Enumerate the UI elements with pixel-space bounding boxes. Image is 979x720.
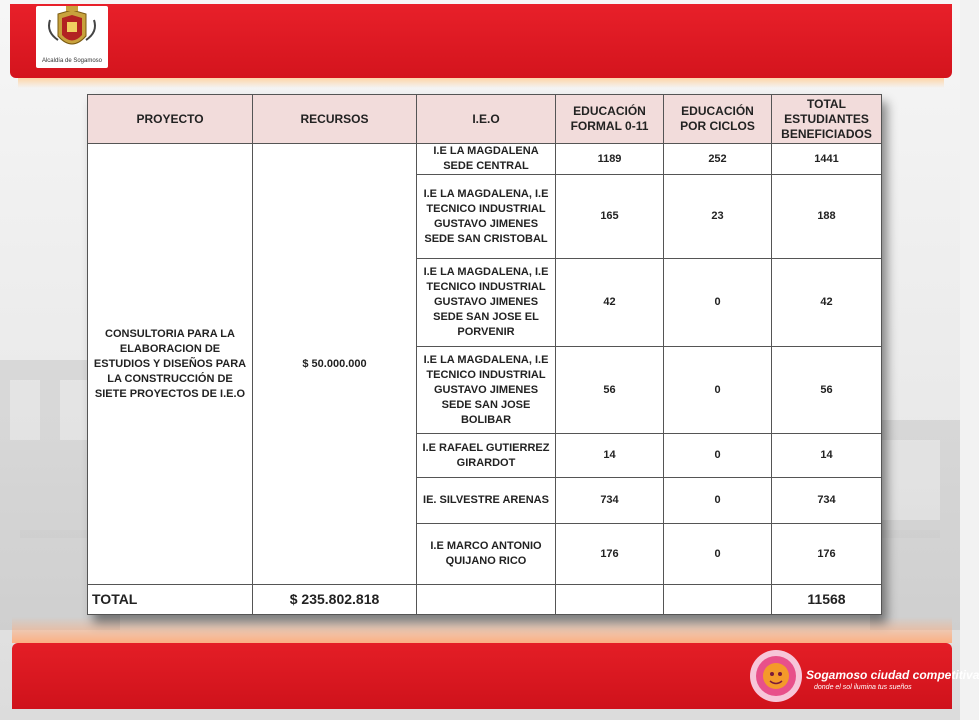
sun-face-logo-icon (748, 648, 804, 704)
formal-count: 165 (556, 175, 664, 259)
total-students: 11568 (772, 585, 882, 615)
total-empty-cell (556, 585, 664, 615)
footer-accent (12, 617, 952, 643)
total-count: 176 (772, 524, 882, 585)
header-band (10, 4, 952, 78)
ciclos-count: 0 (664, 434, 772, 478)
crest-caption: Alcaldía de Sogamoso (41, 58, 103, 64)
formal-count: 176 (556, 524, 664, 585)
formal-count: 14 (556, 434, 664, 478)
ieo-name: I.E LA MAGDALENA, I.E TECNICO INDUSTRIAL GUSTAVO JIMENES SEDE SAN JOSE EL PORVENIR (417, 259, 556, 347)
ieo-name: I.E MARCO ANTONIO QUIJANO RICO (417, 524, 556, 585)
total-count: 1441 (772, 144, 882, 175)
header-proyecto: PROYECTO (88, 95, 253, 144)
header-total-estudiantes: TOTAL ESTUDIANTES BENEFICIADOS (772, 95, 882, 144)
ciclos-count: 0 (664, 524, 772, 585)
ieo-name: IE. SILVESTRE ARENAS (417, 478, 556, 524)
project-table (87, 94, 881, 615)
city-brand (748, 648, 979, 704)
header-educacion-ciclos: EDUCACIÓN POR CICLOS (664, 95, 772, 144)
total-row (88, 585, 882, 615)
ciclos-count: 0 (664, 478, 772, 524)
coat-of-arms-icon (36, 6, 108, 58)
ieo-name: I.E LA MAGDALENA, I.E TECNICO INDUSTRIAL GUSTAVO JIMENES SEDE SAN JOSE BOLIBAR (417, 347, 556, 434)
ciclos-count: 0 (664, 347, 772, 434)
total-label: TOTAL (88, 585, 253, 615)
total-count: 56 (772, 347, 882, 434)
formal-count: 1189 (556, 144, 664, 175)
ciclos-count: 252 (664, 144, 772, 175)
formal-count: 734 (556, 478, 664, 524)
total-count: 14 (772, 434, 882, 478)
total-count: 188 (772, 175, 882, 259)
header-shadow (18, 78, 944, 88)
formal-count: 56 (556, 347, 664, 434)
project-description: CONSULTORIA PARA LA ELABORACION DE ESTUDIOS Y DISEÑOS PARA LA CONSTRUCCIÓN DE SIETE PROYECTOS DE I.E.O (88, 144, 253, 585)
table-row (88, 144, 882, 175)
total-empty-cell (664, 585, 772, 615)
brand-name: Sogamoso ciudad competitiva (806, 668, 979, 682)
municipal-logo (36, 6, 108, 68)
ciclos-count: 0 (664, 259, 772, 347)
table-header-row (88, 95, 882, 144)
total-count: 734 (772, 478, 882, 524)
ieo-name: I.E LA MAGDALENA, I.E TECNICO INDUSTRIAL GUSTAVO JIMENES SEDE SAN CRISTOBAL (417, 175, 556, 259)
ciclos-count: 23 (664, 175, 772, 259)
project-resources: $ 50.000.000 (253, 144, 417, 585)
brand-tagline: donde el sol ilumina tus sueños (814, 684, 912, 691)
formal-count: 42 (556, 259, 664, 347)
total-resources: $ 235.802.818 (253, 585, 417, 615)
header-recursos: RECURSOS (253, 95, 417, 144)
header-educacion-formal: EDUCACIÓN FORMAL 0-11 (556, 95, 664, 144)
ieo-name: I.E LA MAGDALENA SEDE CENTRAL (417, 144, 556, 175)
ieo-name: I.E RAFAEL GUTIERREZ GIRARDOT (417, 434, 556, 478)
total-empty-cell (417, 585, 556, 615)
total-count: 42 (772, 259, 882, 347)
header-ieo: I.E.O (417, 95, 556, 144)
